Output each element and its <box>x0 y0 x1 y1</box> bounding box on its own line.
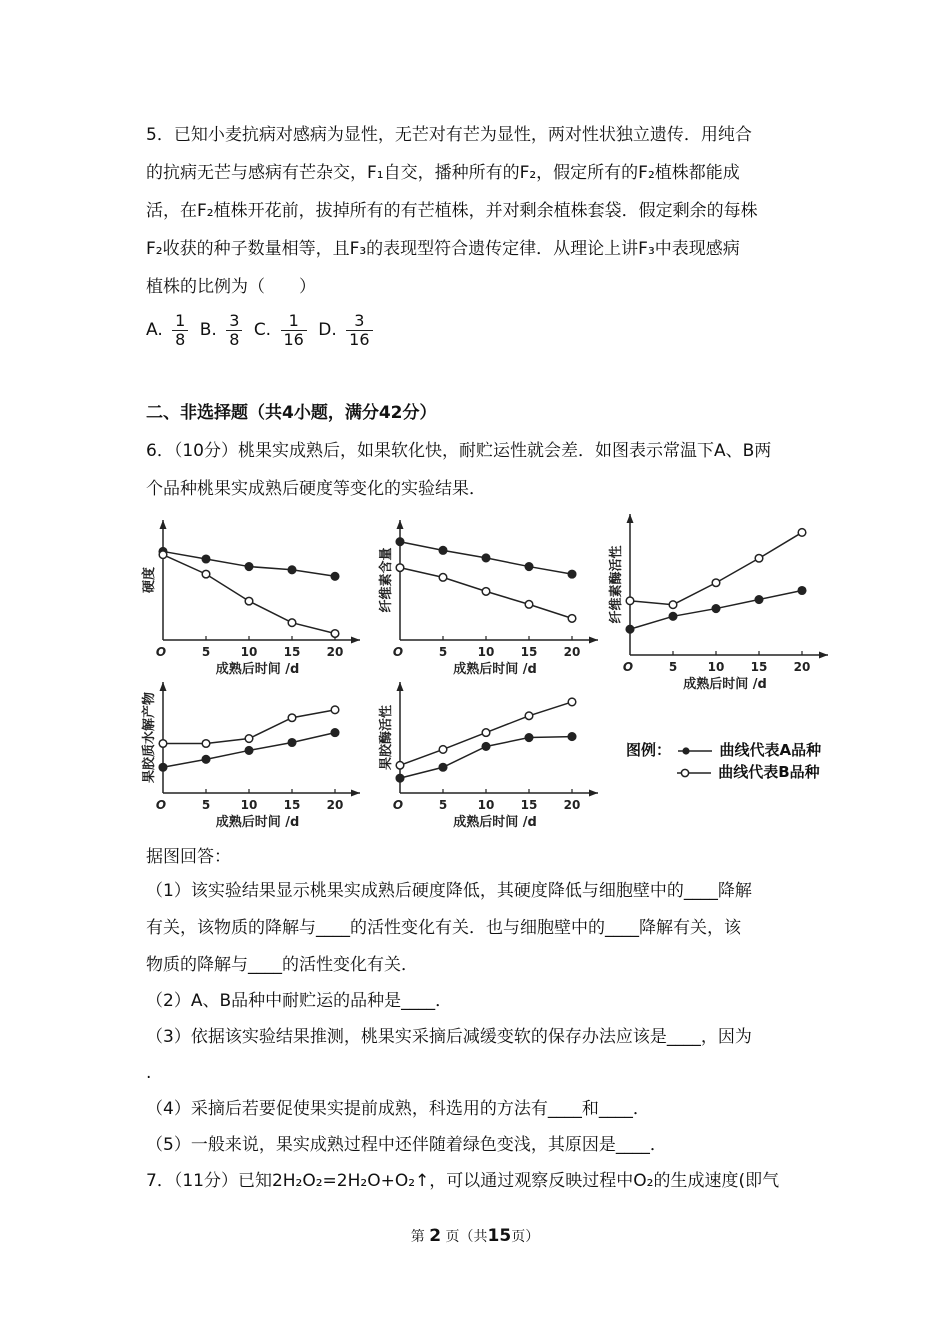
q6-part3-line2: . <box>146 1063 152 1083</box>
q6-part1-line1: （1）该实验结果显示桃果实成熟后硬度降低，其硬度降低与细胞壁中的____降解 <box>146 881 752 901</box>
option-c-num: 1 <box>281 312 307 331</box>
option-c-den: 16 <box>283 329 304 349</box>
q6-intro-2: 个品种桃果实成熟后硬度等变化的实验结果． <box>146 479 486 499</box>
chart1-series-b-point <box>245 597 253 605</box>
chart2-y-arrow <box>397 520 404 529</box>
chart5-series-a-point <box>439 763 447 771</box>
q6-part1-line3: 物质的降解与____的活性变化有关． <box>146 955 418 975</box>
chart2-series-b-point <box>439 574 447 582</box>
chart1-x-tick-label: 20 <box>326 645 344 659</box>
chart4-series-b-point <box>245 735 253 743</box>
chart1-x-tick-label: 10 <box>240 645 258 659</box>
chart5-series-b-point <box>439 746 447 754</box>
chart2-series-a-point <box>439 547 447 555</box>
chart5-series-b-point <box>525 712 533 720</box>
chart4-x-tick-label: 10 <box>240 798 258 812</box>
chart3-x-tick-label: 20 <box>793 660 811 674</box>
chart1-origin-label: O <box>155 645 167 659</box>
chart2-x-tick-label: 10 <box>477 645 495 659</box>
q6-answer-prompt: 据图回答： <box>146 847 231 867</box>
chart4-series-b-point <box>159 740 167 748</box>
chart2-x-tick-label: 5 <box>438 645 448 659</box>
q5-line-5: 植株的比例为（ ） <box>146 277 316 297</box>
legend-a-marker <box>676 745 714 757</box>
q6-part5: （5）一般来说，果实成熟过程中还伴随着绿色变浅，其原因是____． <box>146 1135 667 1155</box>
chart4-y-label: 果胶质水解产物 <box>142 691 157 784</box>
section-heading: 二、非选择题（共4小题，满分42分） <box>146 403 437 423</box>
chart5-series-a-point <box>525 734 533 742</box>
legend-a-text: 曲线代表A品种 <box>719 741 822 759</box>
chart4-x-arrow <box>351 790 360 797</box>
chart1-series-b-point <box>159 551 167 559</box>
chart4-origin-label: O <box>155 798 167 812</box>
legend <box>626 739 821 783</box>
footer-prefix: 第 <box>410 1229 425 1245</box>
q5-line-2: 的抗病无芒与感病有芒杂交，F₁自交，播种所有的F₂，假定所有的F₂植株都能成 <box>146 163 740 183</box>
chart5-x-arrow <box>589 790 598 797</box>
chart2-series-b-point <box>396 564 404 572</box>
chart4-series-a-point <box>202 756 210 764</box>
option-d-label: D. <box>318 320 337 340</box>
chart2-x-tick-label: 20 <box>563 645 581 659</box>
chart1-x-arrow <box>351 637 360 644</box>
q6-part3-line1: （3）依据该实验结果推测，桃果实采摘后减缓变软的保存办法应该是____，因为 <box>146 1027 752 1047</box>
chart4-series-b-point <box>331 706 339 714</box>
chart4-x-tick-label: 15 <box>283 798 301 812</box>
chart3-x-tick-label: 5 <box>668 660 678 674</box>
chart1-y-arrow <box>160 520 167 529</box>
chart3-x-tick-label: 15 <box>750 660 768 674</box>
chart3-series-b-point <box>755 554 763 562</box>
option-b-den: 8 <box>229 329 240 349</box>
q6-intro-1: 6．（10分）桃果实成熟后，如果软化快，耐贮运性就会差．如图表示常温下A、B两 <box>146 441 772 461</box>
legend-row-b <box>626 761 821 783</box>
option-d-num: 3 <box>346 312 372 331</box>
chart5-x-tick-label: 15 <box>520 798 538 812</box>
chart5-series-b-point <box>482 729 490 737</box>
q6-part1-line2: 有关，该物质的降解与____的活性变化有关．也与细胞壁中的____降解有关，该 <box>146 918 741 938</box>
chart2-series-a-point <box>482 554 490 562</box>
chart2-x-label: 成熟后时间 /d <box>453 662 537 677</box>
chart5-y-label: 果胶酶活性 <box>379 704 394 771</box>
chart4-x-tick-label: 5 <box>201 798 211 812</box>
chart1-series-a-point <box>245 563 253 571</box>
chart4-x-tick-label: 20 <box>326 798 344 812</box>
chart2-series-a-point <box>396 538 404 546</box>
q6-part2: （2）A、B品种中耐贮运的品种是____． <box>146 991 453 1011</box>
chart3-series-a-point <box>669 613 677 621</box>
page-footer <box>0 1226 950 1246</box>
q5-line-1: 5．已知小麦抗病对感病为显性，无芒对有芒为显性，两对性状独立遗传．用纯合 <box>146 125 752 145</box>
chart3-series-a-point <box>712 605 720 613</box>
chart3-series-b-point <box>669 601 677 609</box>
chart5-origin-label: O <box>392 798 404 812</box>
chart5-x-label: 成熟后时间 /d <box>453 815 537 830</box>
option-c-label: C. <box>253 320 272 340</box>
chart5-series-b-point <box>396 761 404 769</box>
chart3-series-b-point <box>712 579 720 587</box>
chart4-series-a-point <box>245 747 253 755</box>
chart4-series-b-point <box>288 714 296 722</box>
chart1-series-a-point <box>288 566 296 574</box>
chart2-origin-label: O <box>392 645 404 659</box>
option-a-den: 8 <box>175 329 186 349</box>
chart3-series-a-point <box>626 625 634 633</box>
legend-b-text: 曲线代表B品种 <box>718 763 820 781</box>
legend-title: 图例： <box>626 741 672 759</box>
chart3-series-a-point <box>755 596 763 604</box>
chart1-series-b-point <box>331 630 339 638</box>
chart5-series-a-point <box>568 733 576 741</box>
chart1-series-b-point <box>288 619 296 627</box>
legend-row-a <box>626 739 821 761</box>
chart1-x-label: 成熟后时间 /d <box>215 662 300 677</box>
option-b-num: 3 <box>226 312 242 331</box>
q6-part4: （4）采摘后若要促使果实提前成熟，科选用的方法有____和____． <box>146 1099 650 1119</box>
chart2-x-tick-label: 15 <box>520 645 538 659</box>
chart4-series-b-point <box>202 740 210 748</box>
chart3-series-b-line <box>630 532 802 604</box>
chart3-y-arrow <box>627 514 634 523</box>
chart2-series-b-point <box>568 615 576 623</box>
chart1-x-tick-label: 15 <box>283 645 301 659</box>
chart2-series-b-point <box>482 588 490 596</box>
option-b-label: B. <box>199 320 217 340</box>
chart3-series-a-point <box>798 587 806 595</box>
option-a-label: A. <box>146 320 163 340</box>
chart2-x-arrow <box>589 637 598 644</box>
q5-line-3: 活，在F₂植株开花前，拔掉所有的有芒植株，并对剩余植株套袋．假定剩余的每株 <box>146 201 758 221</box>
footer-total-pages: 15 <box>487 1226 512 1246</box>
chart4-series-a-point <box>288 739 296 747</box>
chart2-y-label: 纤维素含量 <box>379 547 394 613</box>
chart2-series-a-point <box>568 570 576 578</box>
chart5-x-tick-label: 10 <box>477 798 495 812</box>
chart4-series-a-point <box>331 729 339 737</box>
chart5-y-arrow <box>397 682 404 691</box>
chart3-series-b-point <box>626 597 634 605</box>
chart1-series-a-point <box>202 555 210 563</box>
chart2-series-b-point <box>525 601 533 609</box>
option-d-den: 16 <box>349 329 370 349</box>
chart1-y-label: 硬度 <box>142 566 157 594</box>
q7-line-1: 7．（11分）已知2H₂O₂=2H₂O+O₂↑，可以通过观察反映过程中O₂的生成速度(即气 <box>146 1171 780 1191</box>
legend-b-marker <box>675 767 713 779</box>
chart3-x-label: 成熟后时间 /d <box>683 677 767 692</box>
chart1-x-tick-label: 5 <box>201 645 211 659</box>
chart4-x-label: 成熟后时间 /d <box>215 815 300 830</box>
chart5-x-tick-label: 5 <box>438 798 448 812</box>
chart1-series-a-point <box>331 572 339 580</box>
chart2-series-a-point <box>525 563 533 571</box>
chart3-series-b-point <box>798 529 806 537</box>
chart4-y-arrow <box>160 682 167 691</box>
q5-line-4: F₂收获的种子数量相等，且F₃的表现型符合遗传定律．从理论上讲F₃中表现感病 <box>146 239 740 259</box>
chart5-series-a-point <box>396 774 404 782</box>
chart1-series-b-point <box>202 570 210 578</box>
chart5-x-tick-label: 20 <box>563 798 581 812</box>
chart4-series-a-point <box>159 763 167 771</box>
chart3-y-label: 纤维素酶活性 <box>609 545 624 624</box>
chart5-series-b-point <box>568 698 576 706</box>
chart3-origin-label: O <box>622 660 634 674</box>
chart3-x-tick-label: 10 <box>707 660 725 674</box>
footer-mid: 页（共 <box>445 1229 488 1245</box>
footer-page-number: 2 <box>429 1226 442 1246</box>
chart3-x-arrow <box>819 652 828 659</box>
chart5-series-a-point <box>482 743 490 751</box>
option-a-num: 1 <box>172 312 188 331</box>
footer-suffix: 页） <box>511 1229 540 1245</box>
